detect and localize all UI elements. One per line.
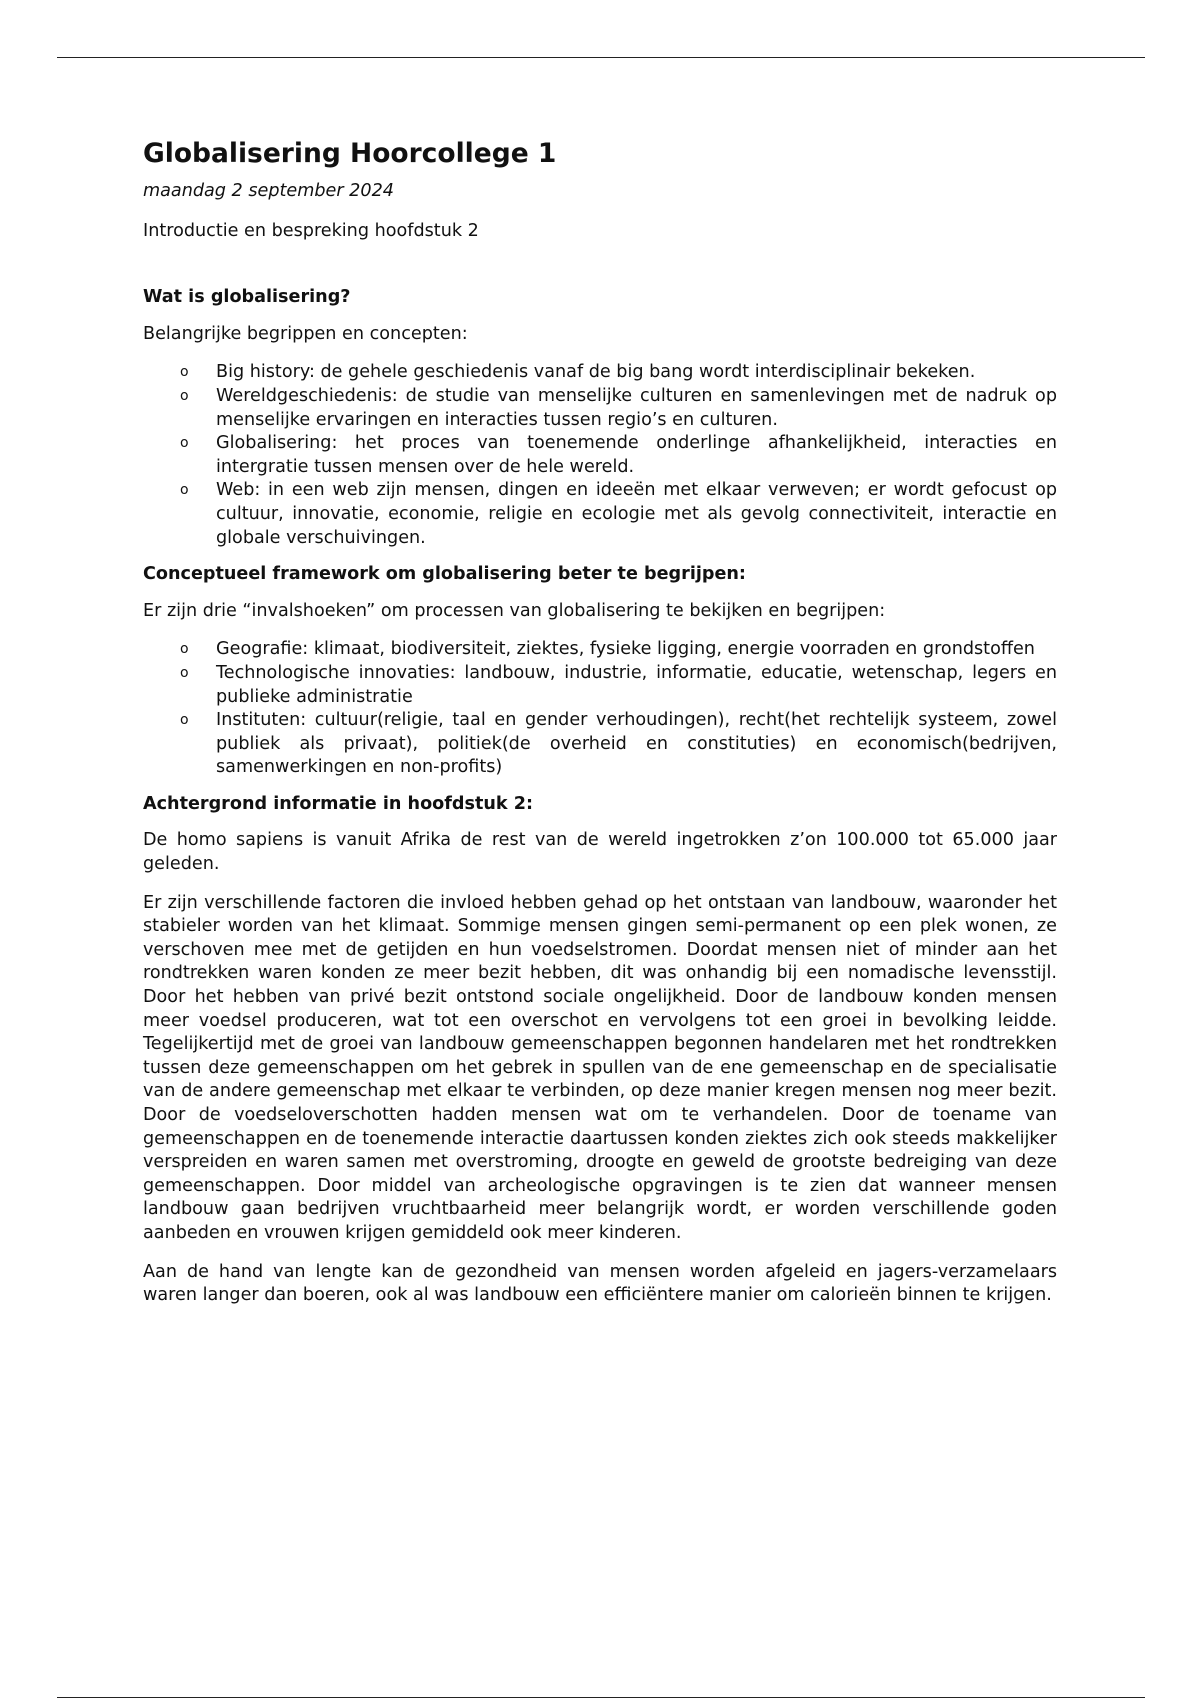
- list-item: [180, 361, 1057, 385]
- document-body: [143, 137, 1057, 1323]
- list-item: [180, 479, 1057, 550]
- bullet-marker: o: [180, 482, 189, 499]
- bullet-marker: o: [180, 364, 189, 381]
- section-intro: Er zijn drie “invalshoeken” om processen van globalisering te bekijken en begrijpen:: [143, 600, 886, 621]
- document-date: maandag 2 september 2024: [143, 181, 394, 201]
- list-item-text: Instituten: cultuur(religie, taal en gender verhoudingen), recht(het rechtelijk systeem, zowel publiek als privaat), politiek(de overheid en constituties) en economisch(bedrijven, samenwerkingen en non-profits): [216, 710, 1057, 778]
- list-item-text: Web: in een web zijn mensen, dingen en ideeën met elkaar verweven; er wordt gefocust op cultuur, innovatie, economie, religie en ecologie met als gevolg connectiviteit, interactie en globale verschuivingen.: [216, 480, 1057, 548]
- section-heading-framework: Conceptueel framework om globalisering beter te begrijpen:: [143, 564, 746, 585]
- section-intro: Belangrijke begrippen en concepten:: [143, 323, 468, 344]
- bullet-marker: o: [180, 387, 189, 404]
- document-title: Globalisering Hoorcollege 1: [143, 138, 557, 169]
- list-item: [180, 385, 1057, 432]
- top-rule: [57, 57, 1145, 58]
- list-item-text: Geografie: klimaat, biodiversiteit, ziektes, fysieke ligging, energie voorraden en grondstoffen: [216, 639, 1035, 660]
- list-item-text: Wereldgeschiedenis: de studie van menselijke culturen en samenlevingen met de nadruk op menselijke ervaringen en interacties tussen regio’s en culturen.: [216, 385, 1057, 430]
- list-item: [180, 662, 1057, 709]
- concept-list: [143, 361, 1057, 550]
- list-item: [180, 638, 1057, 662]
- list-item-text: Big history: de gehele geschiedenis vanaf de big bang wordt interdisciplinair bekeken.: [216, 362, 976, 383]
- paragraph: De homo sapiens is vanuit Afrika de rest van de wereld ingetrokken z’on 100.000 tot 65.000 jaar geleden.: [143, 830, 1057, 875]
- section-heading-background: Achtergrond informatie in hoofdstuk 2:: [143, 793, 534, 814]
- bullet-marker: o: [180, 712, 189, 729]
- list-item: [180, 432, 1057, 479]
- section-heading-what-is-globalisation: Wat is globalisering?: [143, 287, 351, 308]
- list-item: [180, 709, 1057, 780]
- list-item-text: Technologische innovaties: landbouw, industrie, informatie, educatie, wetenschap, legers en publieke administratie: [216, 662, 1057, 707]
- list-item-text: Globalisering: het proces van toenemende onderlinge afhankelijkheid, interacties en intergratie tussen mensen over de hele wereld.: [216, 433, 1057, 477]
- paragraph: Er zijn verschillende factoren die invloed hebben gehad op het ontstaan van landbouw, waaronder het stabieler worden van het klimaat. Sommige mensen gingen semi-permanent op een plek wonen, ze verschoven mee met de getijden en hun voedselstromen. Doordat mensen niet of minder aan het rondtrekken waren konden ze meer bezit hebben, dit was onhandig bij een nomadische levensstijl. Door het hebben van privé bezit ontstond sociale ongelijkheid. Door de landbouw konden mensen meer voedsel produceren, wat tot een overschot en vervolgens tot een groei in bevolking leidde. Tegelijkertijd met de groei van landbouw gemeenschappen begonnen handelaren met het rondtrekken tussen deze gemeenschappen om het gebrek in spullen van de ene gemeenschap en de specialisatie van de andere gemeenschap met elkaar te verbinden, op deze manier kregen mensen nog meer bezit. Door de voedseloverschotten hadden mensen wat om te verhandelen. Door de toename van gemeenschappen en de toenemende interactie daartussen konden ziektes zich ook steeds makkelijker verspreiden en waren samen met overstroming, droogte en geweld de grootste bedreiging van deze gemeenschappen. Door middel van archeologische opgravingen is te zien dat wanneer mensen landbouw gaan bedrijven vruchtbaarheid meer belangrijk wordt, er worden verschillende goden aanbeden en vrouwen krijgen gemiddeld ook meer kinderen.: [143, 892, 1057, 1243]
- paragraph: Aan de hand van lengte kan de gezondheid van mensen worden afgeleid en jagers-verzamelaars waren langer dan boeren, ook al was landbouw een efficiëntere manier om calorieën binnen te krijgen.: [143, 1261, 1057, 1306]
- bullet-marker: o: [180, 641, 189, 658]
- document-subtitle: Introductie en bespreking hoofdstuk 2: [143, 220, 479, 241]
- bottom-rule: [57, 1697, 1145, 1698]
- bullet-marker: o: [180, 664, 189, 681]
- perspective-list: [143, 638, 1057, 780]
- bullet-marker: o: [180, 435, 189, 452]
